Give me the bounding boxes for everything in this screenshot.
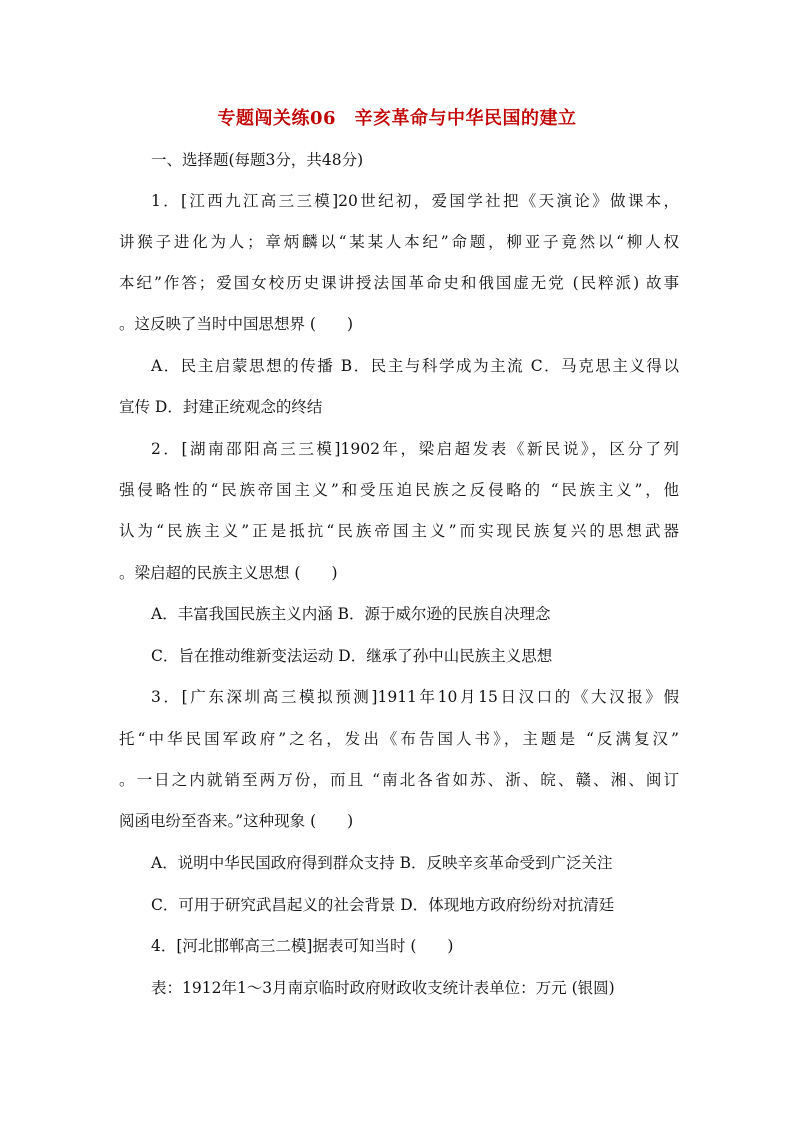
question-4-table-caption: 表：1912年1～3月南京临时政府财政收支统计表单位：万元 (银圆) bbox=[151, 979, 615, 997]
question-3-options-line-2: C．可用于研究武昌起义的社会背景 D．体现地方政府纷纷对抗清廷 bbox=[151, 896, 615, 914]
question-2-line-1: 2．[湖南邵阳高三三模]1902年，梁启超发表《新民说》，区分了列 bbox=[151, 440, 679, 458]
question-2-line-2: 强侵略性的“民族帝国主义”和受压迫民族之反侵略的 “民族主义”，他 bbox=[119, 481, 679, 499]
question-1-options-line-2: 宣传 D．封建正统观念的终结 bbox=[119, 398, 323, 416]
question-1-line-2: 讲猴子进化为人；章炳麟以“某某人本纪”命题，柳亚子竟然以“柳人权 bbox=[119, 233, 679, 251]
question-3-line-1: 3．[广东深圳高三模拟预测]1911年10月15日汉口的《大汉报》假 bbox=[151, 688, 679, 706]
question-4-line-1: 4．[河北邯郸高三二模]据表可知当时 ( ) bbox=[151, 937, 454, 955]
question-3-options-line-1: A．说明中华民国政府得到群众支持 B．反映辛亥革命受到广泛关注 bbox=[151, 854, 613, 872]
question-1-line-1: 1．[江西九江高三三模]20世纪初，爱国学社把《天演论》做课本， bbox=[151, 192, 679, 210]
question-1-options-line-1: A．民主启蒙思想的传播 B．民主与科学成为主流 C．马克思主义得以 bbox=[151, 357, 679, 375]
question-3-line-2: 托“中华民国军政府”之名，发出《布告国人书》，主题是 “反满复汉” bbox=[119, 730, 679, 748]
question-1-line-4: 。这反映了当时中国思想界 ( ) bbox=[119, 315, 354, 333]
page-title: 专题闯关练06 辛亥革命与中华民国的建立 bbox=[217, 108, 577, 129]
question-2-line-4: 。梁启超的民族主义思想 ( ) bbox=[119, 564, 338, 582]
question-2-options-line-1: A．丰富我国民族主义内涵 B．源于威尔逊的民族自决理念 bbox=[151, 605, 551, 623]
section-header: 一、选择题(每题3分，共48分) bbox=[151, 151, 364, 169]
question-3-line-3: 。一日之内就销至两万份，而且 “南北各省如苏、浙、皖、赣、湘、闽订 bbox=[119, 771, 679, 789]
question-1-line-3: 本纪”作答；爱国女校历史课讲授法国革命史和俄国虚无党 (民粹派) 故事 bbox=[119, 274, 679, 292]
question-2-options-line-2: C．旨在推动维新变法运动 D．继承了孙中山民族主义思想 bbox=[151, 647, 553, 665]
question-2-line-3: 认为“民族主义”正是抵抗“民族帝国主义”而实现民族复兴的思想武器 bbox=[119, 522, 679, 540]
question-3-line-4: 阅函电纷至沓来。”这种现象 ( ) bbox=[119, 812, 354, 830]
